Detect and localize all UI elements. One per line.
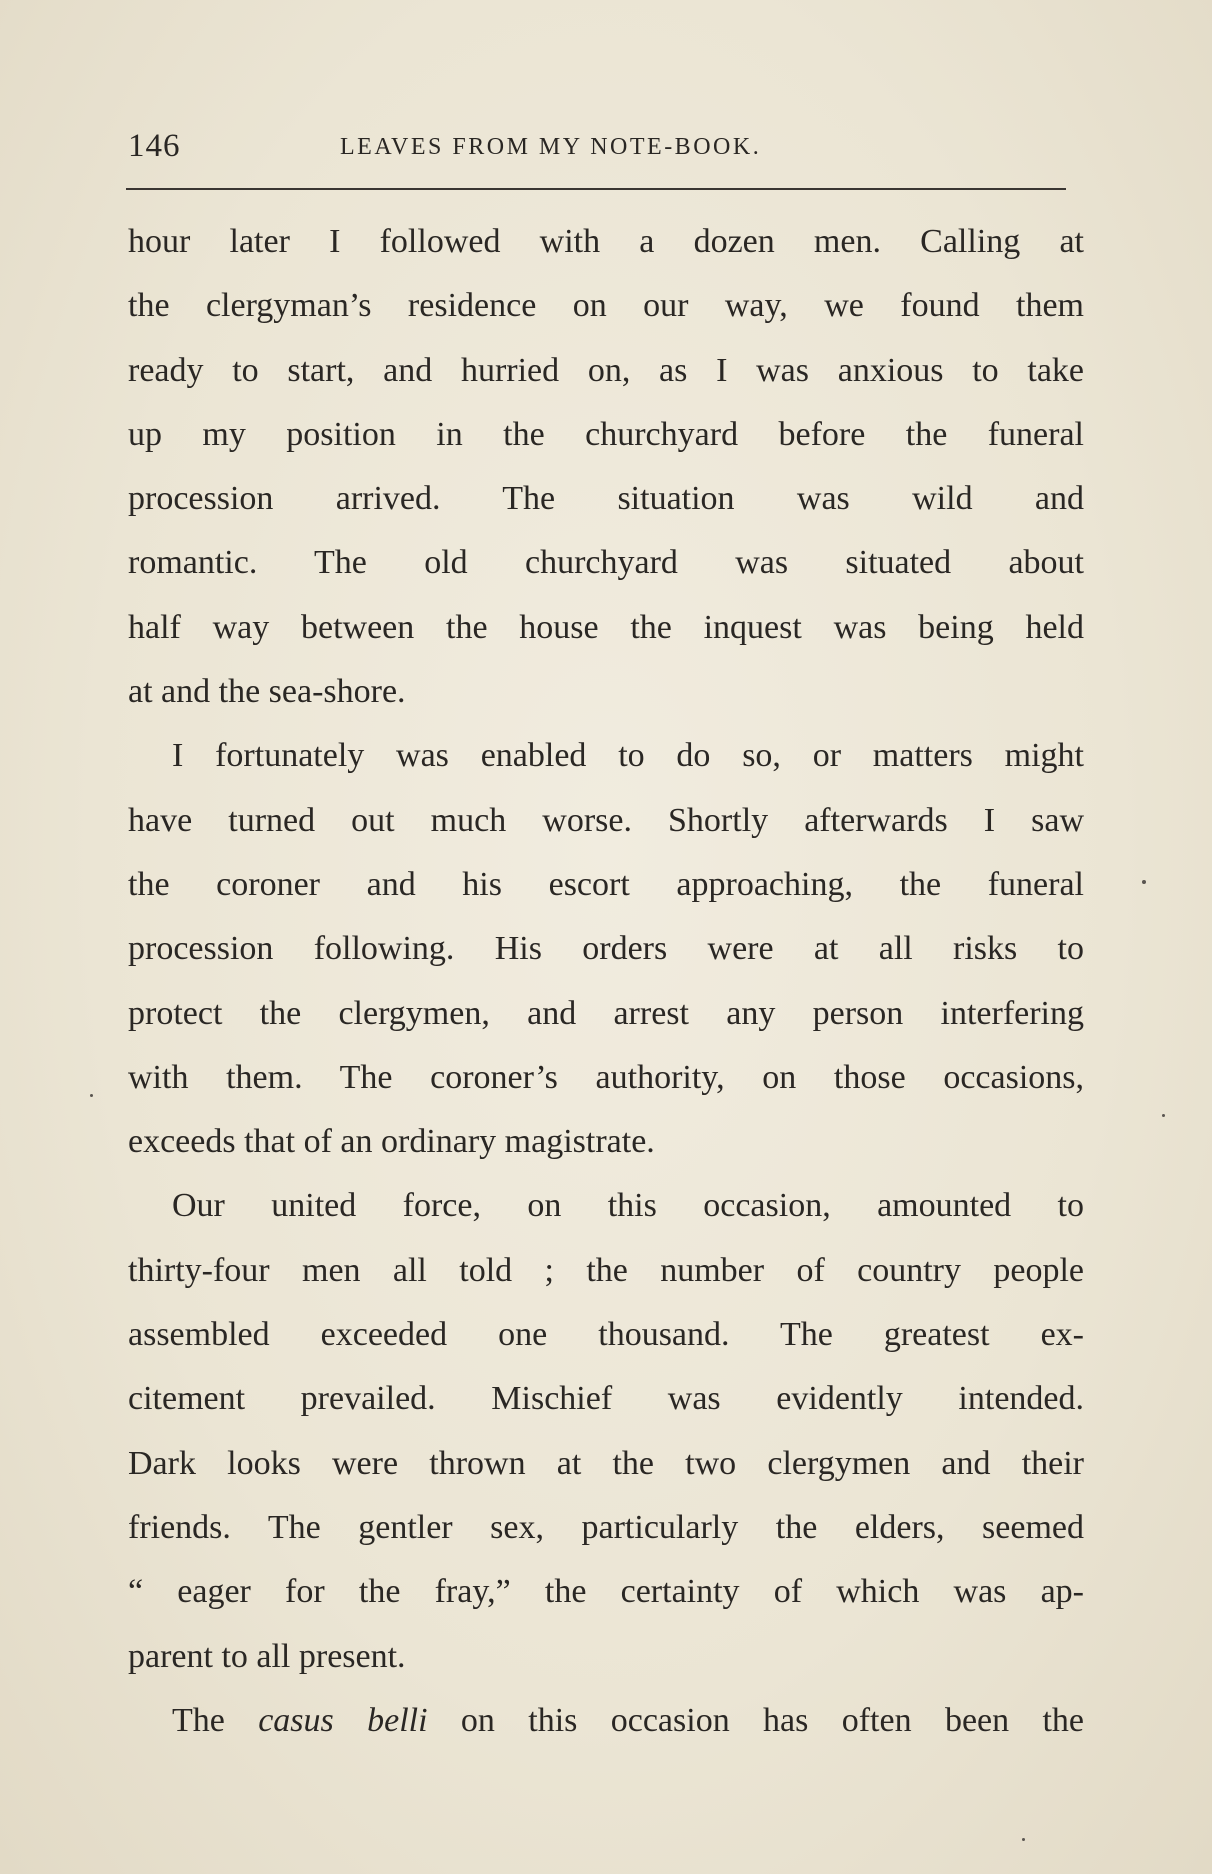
text-line: up my position in the churchyard before the funeral (128, 415, 1084, 453)
page-header (128, 128, 1068, 168)
text-line: procession following. His orders were at all risks to (128, 930, 1084, 968)
text-line: friends. The gentler sex, particularly the elders, seemed (128, 1508, 1084, 1546)
paper-speck (90, 1094, 93, 1097)
italic-phrase: casus belli (258, 1701, 428, 1739)
text-line: citement prevailed. Mischief was evidently intended. (128, 1380, 1084, 1418)
running-head: LEAVES FROM MY NOTE-BOOK. (340, 134, 762, 160)
header-rule (126, 188, 1066, 190)
text-line: “ eager for the fray,” the certainty of which was ap- (128, 1573, 1084, 1611)
text-line-paragraph-start: I fortunately was enabled to do so, or matters might (172, 737, 1084, 775)
text-line: half way between the house the inquest was being held (128, 608, 1084, 646)
text-line: romantic. The old churchyard was situated about (128, 544, 1084, 582)
text-line: the clergyman’s residence on our way, we found them (128, 287, 1084, 325)
text-line: protect the clergymen, and arrest any person interfering (128, 994, 1084, 1032)
paper-speck (1142, 880, 1146, 884)
text-line: ready to start, and hurried on, as I was anxious to take (128, 351, 1084, 389)
last-line-suffix: on this occasion has often been the (460, 1701, 1085, 1739)
text-line: procession arrived. The situation was wild and (128, 480, 1084, 518)
paper-speck (1162, 1114, 1165, 1117)
text-line-paragraph-start (128, 1689, 1084, 1753)
page-number: 146 (128, 128, 181, 164)
paper-speck (1022, 1838, 1025, 1841)
text-line: thirty-four men all told ; the number of country people (128, 1251, 1084, 1289)
text-line: hour later I followed with a dozen men. Calling at (128, 223, 1084, 260)
text-line: assembled exceeded one thousand. The greatest ex- (128, 1316, 1084, 1354)
text-line: exceeds that of an ordinary magistrate. (128, 1123, 655, 1161)
text-line: Dark looks were thrown at the two clergymen and their (128, 1444, 1084, 1482)
text-line: at and the sea-shore. (128, 673, 406, 711)
text-line: parent to all present. (128, 1637, 406, 1675)
last-line-prefix: The (172, 1701, 225, 1739)
text-line-paragraph-start: Our united force, on this occasion, amounted to (172, 1187, 1084, 1225)
text-line: the coroner and his escort approaching, the funeral (128, 865, 1084, 903)
text-line: have turned out much worse. Shortly afterwards I saw (128, 801, 1084, 839)
body-text (128, 210, 1084, 1753)
text-line: with them. The coroner’s authority, on those occasions, (128, 1058, 1084, 1096)
